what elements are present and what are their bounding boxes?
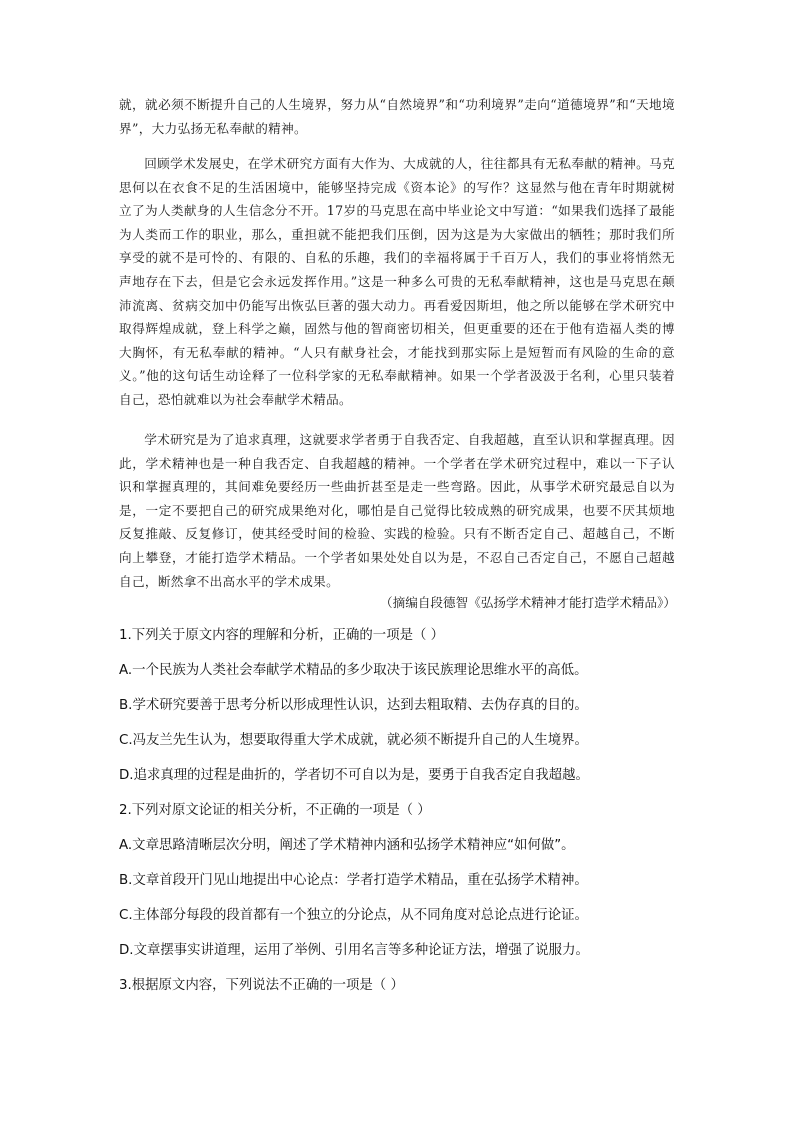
paragraph-text: 回顾学术发展史，在学术研究方面有大作为、大成就的人，往往都具有无私奉献的精神。马克思何以在衣食不足的生活困境中，能够坚持完成《资本论》的写作？这显然与他在青年时期就树立了为人类献身的人生信念分不开。17岁的马克思在高中毕业论文中写道：“如果我们选择了最能为人类而工作的职业，那么，重担就不能把我们压倒，因为这是为大家做出的牺牲；那时我们所享受的就不是可怜的、有限的、自私的乐趣，我们的幸福将属于千百万人，我们的事业将悄然无声地存在下去，但是它会永远发挥作用。”这是一种多么可贵的无私奉献精神，这也是马克思在颠沛流离、贫病交加中仍能写出恢弘巨著的强大动力。再看爱因斯坦，他之所以能够在学术研究中取得辉煌成就，登上科学之巅，固然与他的智商密切相关，但更重要的还在于他有造福人类的博大胸怀，有无私奉献的精神。“人只有献身社会，才能找到那实际上是短暂而有风险的生命的意义。”他的这句话生动诠释了一位科学家的无私奉献精神。如果一个学者汲汲于名利，心里只装着自己，恐怕就难以为社会奉献学术精品。: [119, 156, 675, 407]
question-1-option-b: B.学术研究要善于思考分析以形成理性认识，达到去粗取精、去伪存真的目的。: [119, 698, 588, 713]
passage-paragraph-1: [119, 93, 675, 140]
question-1-stem: 1.下列关于原文内容的理解和分析，正确的一项是（ ）: [119, 628, 445, 643]
question-2-option-b: B.文章首段开门见山地提出中心论点：学者打造学术精品，重在弘扬学术精神。: [119, 873, 588, 888]
paragraph-text: 学术研究是为了追求真理，这就要求学者勇于自我否定、自我超越，直至认识和掌握真理。因此，学术精神也是一种自我否定、自我超越的精神。一个学者在学术研究过程中，难以一下子认识和掌握真理的，其间难免要经历一些曲折甚至是走一些弯路。因此，从事学术研究最忌自以为是，一定不要把自己的研究成果绝对化，哪怕是自己觉得比较成熟的研究成果，也要不厌其烦地反复推敲、反复修订，使其经受时间的检验、实践的检验。只有不断否定自己、超越自己，不断向上攀登，才能打造学术精品。一个学者如果处处自以为是，不忍自己否定自己，不愿自己超越自己，断然拿不出高水平的学术成果。: [119, 432, 675, 589]
question-list: [119, 627, 689, 1012]
source-citation: （摘编自段德智《弘扬学术精神才能打造学术精品》）: [380, 595, 676, 610]
question-2-option-a: A.文章思路清晰层次分明，阐述了学术精神内涵和弘扬学术精神应“如何做”。: [119, 838, 575, 853]
question-1-option-a: A.一个民族为人类社会奉献学术精品的多少取决于该民族理论思维水平的高低。: [119, 663, 588, 678]
question-2-option-d: D.文章摆事实讲道理，运用了举例、引用名言等多种论证方法，增强了说服力。: [119, 943, 589, 958]
question-1-option-d: D.追求真理的过程是曲折的，学者切不可自以为是，要勇于自我否定自我超越。: [119, 768, 589, 783]
paragraph-text: 就，就必须不断提升自己的人生境界，努力从“自然境界”和“功利境界”走向“道德境界”和“天地境界”，大力弘扬无私奉献的精神。: [119, 97, 675, 136]
question-2-option-c: C.主体部分每段的段首都有一个独立的分论点，从不同角度对总论点进行论证。: [119, 908, 588, 923]
passage-paragraph-3: [119, 428, 675, 593]
question-3-stem: 3.根据原文内容，下列说法不正确的一项是（ ）: [119, 978, 404, 993]
question-2-stem: 2.下列对原文论证的相关分析，不正确的一项是（ ）: [119, 803, 431, 818]
question-1-option-c: C.冯友兰先生认为，想要取得重大学术成就，就必须不断提升自己的人生境界。: [119, 733, 588, 748]
passage-paragraph-2: [119, 152, 675, 412]
